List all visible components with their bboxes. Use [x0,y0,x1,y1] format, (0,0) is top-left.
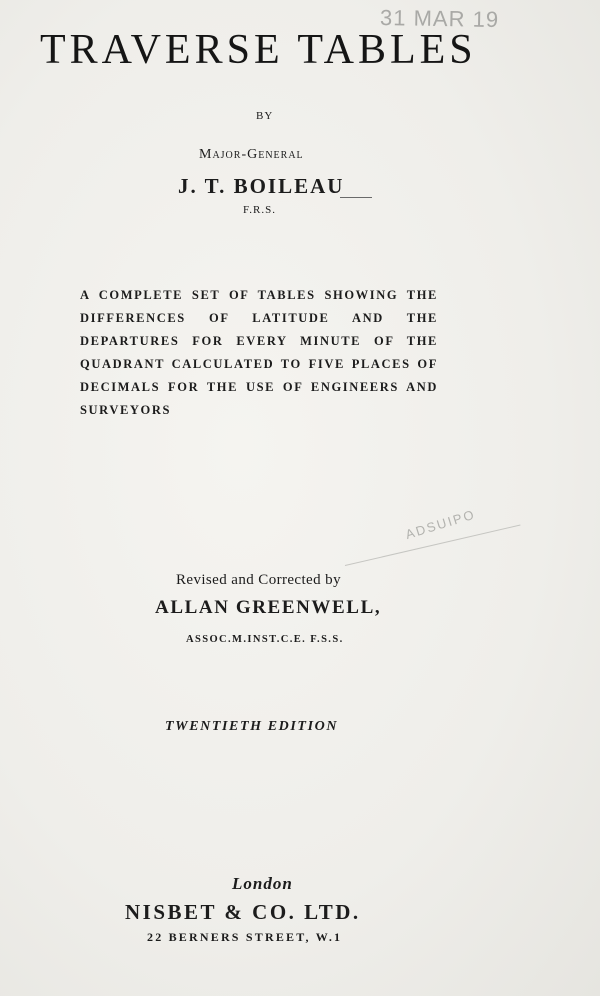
pencil-annotation: ADSUIPO [403,506,478,542]
book-title: TRAVERSE TABLES [40,27,477,73]
book-description: A COMPLETE SET OF TABLES SHOWING THE DIFFERENCES OF LATITUDE AND THE DEPARTURES FOR EVERY MINUTE OF THE QUADRANT CALCULATED TO FIVE PLACES OF DECIMALS FOR THE USE OF ENGINEERS AND SURVEYORS [80,288,438,417]
publisher-name: NISBET & CO. LTD. [125,900,361,924]
pen-mark [340,197,372,198]
author-name: J. T. BOILEAU [178,174,345,198]
author-honours: F.R.S. [243,204,276,216]
publisher-address: 22 BERNERS STREET, W.1 [147,930,343,944]
edition-label: TWENTIETH EDITION [165,719,339,734]
by-label: BY [256,110,274,122]
editor-credentials: ASSOC.M.INST.C.E. F.S.S. [186,634,344,645]
library-date-stamp: 31 MAR 19 [379,4,500,33]
editor-name: ALLAN GREENWELL, [155,597,382,618]
revision-line: Revised and Corrected by [176,572,341,588]
author-rank: Major-General [199,147,304,162]
imprint-place: London [232,874,293,893]
